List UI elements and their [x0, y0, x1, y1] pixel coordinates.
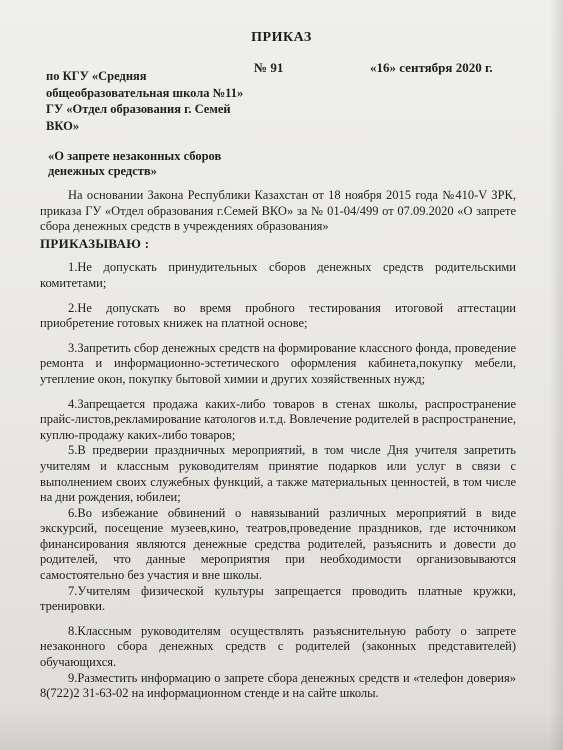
- page-edge-shadow: [549, 0, 563, 750]
- preamble: На основании Закона Республики Казахстан от 18 ноября 2015 года №410-V ЗРК, приказа ГУ «Отдел образования г.Семей ВКО» за № 01-04/499 от 07.09.2020 «О запрете сбора денежных средств в учреждениях образования»: [40, 188, 516, 234]
- order-item-9: 9.Разместить информацию о запрете сбора денежных средств и «телефон доверия» 8(722)2 31-63-02 на информационном стенде и на сайте школы.: [40, 670, 516, 701]
- order-date: «16» сентября 2020 г.: [370, 60, 493, 75]
- order-number: № 91: [254, 60, 284, 75]
- page-bottom-shadow: [0, 710, 563, 750]
- organization-block: по КГУ «Средняя общеобразовательная школа №11» ГУ «Отдел образования г. Семей ВКО»: [46, 69, 244, 133]
- order-subject: «О запрете незаконных сборов денежных средств»: [48, 149, 222, 178]
- order-item-5: 5.В предверии праздничных мероприятий, в том числе Дня учителя запретить учителям и классным руководителям принятие подарков или услуг в связи с выполнением своих служебных функций, а также материальных ценностей, в том числе на дни рождения, юбилеи;: [40, 443, 516, 505]
- prikazyvayu-heading: ПРИКАЗЫВАЮ :: [40, 235, 150, 251]
- order-item-6: 6.Во избежание обвинений о навязываний различных мероприятий в виде экскурсий, посещение музеев,кино, театров,проведение праздников, где источником финансирования являются денежные средства родителей, разъяснить и довести до родителей, что данные мероприятия при необходимости организовываются самостоятельно без участия и вне школы.: [40, 505, 516, 583]
- order-item-3: 3.Запретить сбор денежных средств на формирование классного фонда, проведение ремонта и информационно-эстетического оформления кабинета,покупку мебели, утепление окон, покупку бытовой химии и других хозяйственных нужд;: [40, 340, 516, 386]
- order-item-1: 1.Не допускать принудительных сборов денежных средств родительскими комитетами;: [40, 260, 516, 290]
- order-item-2: 2.Не допускать во время пробного тестирования итоговой аттестации приобретение готовых книжек на платной основе;: [40, 300, 516, 331]
- order-item-7: 7.Учителям физической культуры запрещается проводить платные кружки, тренировки.: [40, 583, 516, 614]
- order-item-8: 8.Классным руководителям осуществлять разъяснительную работу о запрете незаконного сбора денежных средств с родителей (законных представителей) обучающихся.: [40, 623, 516, 670]
- order-item-4: 4.Запрещается продажа каких-либо товаров в стенах школы, распространение прайс-листов,рекламирование катологов и.т.д. Вовлечение родителей в распространение, куплю-продажу каких-либо товаров;: [40, 396, 516, 442]
- document-title: ПРИКАЗ: [251, 30, 312, 45]
- document-body: [40, 188, 516, 702]
